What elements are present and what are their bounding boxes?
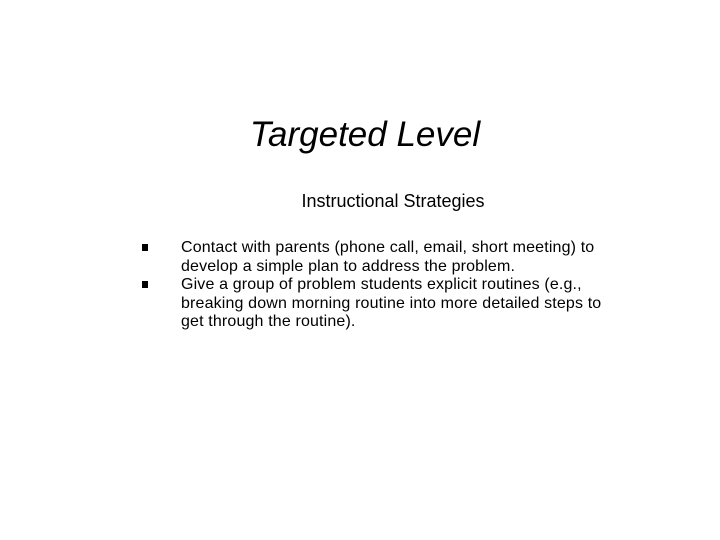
bullet-text: Give a group of problem students explicit routines (e.g., breaking down morning routine into more detailed steps to get through the routine). [181,276,602,330]
slide-subtitle: Instructional Strategies [301,191,485,211]
bullet-list [141,239,621,332]
square-bullet-icon [142,244,148,251]
square-bullet-icon [142,281,148,288]
slide-title: Targeted Level [249,115,481,154]
bullet-text: Contact with parents (phone call, email, short meeting) to develop a simple plan to address the problem. [181,239,595,275]
bullet-item [141,276,621,332]
bullet-item [141,239,621,276]
